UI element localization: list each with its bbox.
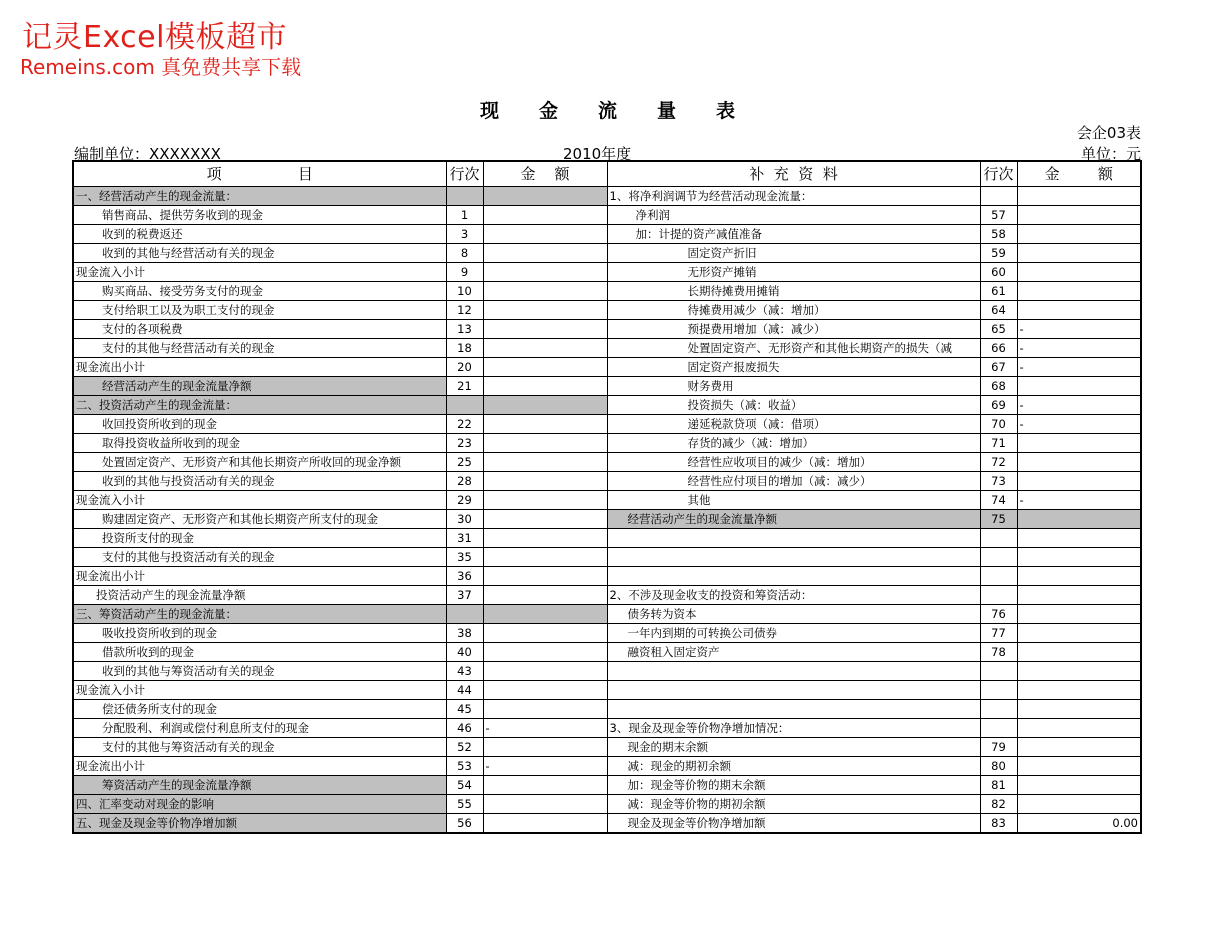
right-item: 加：计提的资产减值准备	[607, 225, 980, 244]
left-amount: -	[483, 719, 607, 738]
table-row	[73, 795, 1141, 814]
left-item: 二、投资活动产生的现金流量：	[73, 396, 446, 415]
table-row	[73, 491, 1141, 510]
right-amount	[1017, 700, 1141, 719]
right-amount: -	[1017, 491, 1141, 510]
right-item: 2、不涉及现金收支的投资和筹资活动：	[607, 586, 980, 605]
left-line-no	[446, 187, 483, 206]
right-amount	[1017, 719, 1141, 738]
table-row	[73, 738, 1141, 757]
right-line-no: 82	[980, 795, 1017, 814]
left-amount	[483, 225, 607, 244]
left-amount	[483, 681, 607, 700]
right-amount	[1017, 795, 1141, 814]
right-amount	[1017, 776, 1141, 795]
left-item: 支付给职工以及为职工支付的现金	[73, 301, 446, 320]
right-item: 固定资产报废损失	[607, 358, 980, 377]
table-row	[73, 586, 1141, 605]
left-amount	[483, 491, 607, 510]
left-amount	[483, 738, 607, 757]
right-amount: -	[1017, 415, 1141, 434]
cash-flow-table	[72, 160, 1142, 834]
left-line-no: 8	[446, 244, 483, 263]
right-amount	[1017, 662, 1141, 681]
left-line-no: 37	[446, 586, 483, 605]
left-amount	[483, 396, 607, 415]
right-line-no	[980, 529, 1017, 548]
right-amount	[1017, 301, 1141, 320]
right-amount: -	[1017, 339, 1141, 358]
left-line-no: 31	[446, 529, 483, 548]
right-item: 长期待摊费用摊销	[607, 282, 980, 301]
right-item: 其他	[607, 491, 980, 510]
right-item: 财务费用	[607, 377, 980, 396]
left-item: 经营活动产生的现金流量净额	[73, 377, 446, 396]
table-row	[73, 358, 1141, 377]
left-amount	[483, 377, 607, 396]
right-amount	[1017, 206, 1141, 225]
left-amount	[483, 586, 607, 605]
left-item: 支付的其他与经营活动有关的现金	[73, 339, 446, 358]
left-amount: -	[483, 757, 607, 776]
report-title	[0, 96, 1215, 123]
right-item: 经营活动产生的现金流量净额	[607, 510, 980, 529]
left-amount	[483, 282, 607, 301]
right-amount: -	[1017, 320, 1141, 339]
left-amount	[483, 415, 607, 434]
right-amount	[1017, 567, 1141, 586]
watermark-line1: 记灵Excel模板超市	[22, 20, 287, 55]
table-row	[73, 377, 1141, 396]
right-line-no: 57	[980, 206, 1017, 225]
table-row	[73, 510, 1141, 529]
left-line-no: 10	[446, 282, 483, 301]
right-item: 递延税款贷项（减：借项）	[607, 415, 980, 434]
left-item: 收到的其他与经营活动有关的现金	[73, 244, 446, 263]
table-row	[73, 415, 1141, 434]
left-item: 购建固定资产、无形资产和其他长期资产所支付的现金	[73, 510, 446, 529]
table-row	[73, 681, 1141, 700]
left-amount	[483, 662, 607, 681]
left-line-no	[446, 396, 483, 415]
table-row	[73, 567, 1141, 586]
org-label: 编制单位：XXXXXXX	[74, 145, 221, 163]
right-line-no	[980, 187, 1017, 206]
right-amount	[1017, 244, 1141, 263]
left-amount	[483, 244, 607, 263]
right-item: 处置固定资产、无形资产和其他长期资产的损失（减	[607, 339, 980, 358]
left-line-no	[446, 605, 483, 624]
right-item: 加：现金等价物的期末余额	[607, 776, 980, 795]
right-line-no: 79	[980, 738, 1017, 757]
left-line-no: 36	[446, 567, 483, 586]
right-item: 投资损失（减：收益）	[607, 396, 980, 415]
right-amount	[1017, 586, 1141, 605]
right-line-no: 75	[980, 510, 1017, 529]
left-line-no: 29	[446, 491, 483, 510]
table-row	[73, 244, 1141, 263]
left-item: 五、现金及现金等价物净增加额	[73, 814, 446, 834]
right-line-no	[980, 548, 1017, 567]
left-line-no: 54	[446, 776, 483, 795]
left-amount	[483, 320, 607, 339]
left-amount	[483, 301, 607, 320]
right-line-no: 69	[980, 396, 1017, 415]
header-item: 项 目	[73, 161, 446, 187]
table-row	[73, 757, 1141, 776]
right-amount	[1017, 377, 1141, 396]
table-row	[73, 605, 1141, 624]
table-row	[73, 529, 1141, 548]
left-line-no: 35	[446, 548, 483, 567]
left-item: 收到的税费返还	[73, 225, 446, 244]
right-amount	[1017, 624, 1141, 643]
right-amount	[1017, 757, 1141, 776]
left-item: 购买商品、接受劳务支付的现金	[73, 282, 446, 301]
left-amount	[483, 814, 607, 834]
right-line-no	[980, 662, 1017, 681]
table-row	[73, 662, 1141, 681]
left-line-no: 25	[446, 453, 483, 472]
left-amount	[483, 643, 607, 662]
header-line2: 行次	[980, 161, 1017, 187]
left-amount	[483, 472, 607, 491]
left-item: 现金流出小计	[73, 358, 446, 377]
right-line-no: 70	[980, 415, 1017, 434]
right-line-no	[980, 700, 1017, 719]
right-amount	[1017, 225, 1141, 244]
table-row	[73, 282, 1141, 301]
right-item: 债务转为资本	[607, 605, 980, 624]
table-row	[73, 719, 1141, 738]
table-row	[73, 643, 1141, 662]
title-char: 表	[716, 100, 736, 122]
left-item: 现金流入小计	[73, 681, 446, 700]
table-row	[73, 434, 1141, 453]
right-item: 现金的期末余额	[607, 738, 980, 757]
right-line-no: 65	[980, 320, 1017, 339]
right-amount	[1017, 263, 1141, 282]
right-item: 净利润	[607, 206, 980, 225]
table-row	[73, 453, 1141, 472]
right-line-no: 73	[980, 472, 1017, 491]
left-line-no: 20	[446, 358, 483, 377]
left-item: 筹资活动产生的现金流量净额	[73, 776, 446, 795]
right-item: 待摊费用减少（减：增加）	[607, 301, 980, 320]
right-item	[607, 662, 980, 681]
right-amount	[1017, 529, 1141, 548]
right-line-no: 59	[980, 244, 1017, 263]
left-amount	[483, 206, 607, 225]
right-amount	[1017, 453, 1141, 472]
right-amount	[1017, 472, 1141, 491]
right-line-no: 81	[980, 776, 1017, 795]
left-amount	[483, 453, 607, 472]
right-item: 固定资产折旧	[607, 244, 980, 263]
table-row	[73, 206, 1141, 225]
right-amount	[1017, 681, 1141, 700]
right-line-no: 77	[980, 624, 1017, 643]
left-amount	[483, 548, 607, 567]
right-line-no: 61	[980, 282, 1017, 301]
table-row	[73, 776, 1141, 795]
table-row	[73, 301, 1141, 320]
left-line-no: 55	[446, 795, 483, 814]
right-item: 减：现金等价物的期初余额	[607, 795, 980, 814]
title-char: 流	[597, 100, 617, 122]
header-amount2: 金 额	[1017, 161, 1141, 187]
table-row	[73, 814, 1141, 834]
right-line-no: 60	[980, 263, 1017, 282]
right-item	[607, 548, 980, 567]
left-item: 分配股利、利润或偿付利息所支付的现金	[73, 719, 446, 738]
left-line-no: 53	[446, 757, 483, 776]
left-item: 收到的其他与投资活动有关的现金	[73, 472, 446, 491]
left-item: 支付的其他与筹资活动有关的现金	[73, 738, 446, 757]
left-line-no: 38	[446, 624, 483, 643]
right-line-no	[980, 567, 1017, 586]
right-item: 现金及现金等价物净增加额	[607, 814, 980, 834]
right-line-no: 67	[980, 358, 1017, 377]
title-char: 现	[479, 100, 499, 122]
left-line-no: 46	[446, 719, 483, 738]
table-row	[73, 225, 1141, 244]
left-amount	[483, 700, 607, 719]
left-item: 投资活动产生的现金流量净额	[73, 586, 446, 605]
right-item: 1、将净利润调节为经营活动现金流量：	[607, 187, 980, 206]
left-item: 四、汇率变动对现金的影响	[73, 795, 446, 814]
left-line-no: 23	[446, 434, 483, 453]
right-amount	[1017, 605, 1141, 624]
right-line-no: 64	[980, 301, 1017, 320]
left-item: 吸收投资所收到的现金	[73, 624, 446, 643]
right-line-no: 76	[980, 605, 1017, 624]
right-amount: -	[1017, 396, 1141, 415]
currency-unit: 单位：元	[1080, 145, 1141, 163]
left-amount	[483, 263, 607, 282]
left-amount	[483, 624, 607, 643]
left-amount	[483, 434, 607, 453]
right-item: 经营性应收项目的减少（减：增加）	[607, 453, 980, 472]
right-amount	[1017, 738, 1141, 757]
left-item: 现金流入小计	[73, 263, 446, 282]
right-item: 经营性应付项目的增加（减：减少）	[607, 472, 980, 491]
right-line-no: 58	[980, 225, 1017, 244]
left-line-no: 1	[446, 206, 483, 225]
left-item: 现金流出小计	[73, 757, 446, 776]
header-line: 行次	[446, 161, 483, 187]
right-item	[607, 529, 980, 548]
left-amount	[483, 358, 607, 377]
right-item	[607, 700, 980, 719]
left-item: 现金流入小计	[73, 491, 446, 510]
left-line-no: 56	[446, 814, 483, 834]
left-line-no: 21	[446, 377, 483, 396]
right-item: 减：现金的期初余额	[607, 757, 980, 776]
right-amount	[1017, 434, 1141, 453]
left-amount	[483, 187, 607, 206]
table-row	[73, 472, 1141, 491]
left-line-no: 45	[446, 700, 483, 719]
right-amount: -	[1017, 358, 1141, 377]
title-char: 金	[538, 100, 558, 122]
left-item: 一、经营活动产生的现金流量：	[73, 187, 446, 206]
left-item: 取得投资收益所收到的现金	[73, 434, 446, 453]
left-line-no: 44	[446, 681, 483, 700]
right-item: 无形资产摊销	[607, 263, 980, 282]
left-line-no: 40	[446, 643, 483, 662]
left-line-no: 18	[446, 339, 483, 358]
right-line-no: 83	[980, 814, 1017, 834]
right-amount	[1017, 510, 1141, 529]
right-line-no: 68	[980, 377, 1017, 396]
table-row	[73, 187, 1141, 206]
left-line-no: 9	[446, 263, 483, 282]
right-item	[607, 567, 980, 586]
right-item: 预提费用增加（减：减少）	[607, 320, 980, 339]
left-amount	[483, 529, 607, 548]
right-line-no: 72	[980, 453, 1017, 472]
table-row	[73, 396, 1141, 415]
right-amount	[1017, 187, 1141, 206]
left-item: 借款所收到的现金	[73, 643, 446, 662]
left-item: 销售商品、提供劳务收到的现金	[73, 206, 446, 225]
header-amount: 金 额	[483, 161, 607, 187]
left-item: 收回投资所收到的现金	[73, 415, 446, 434]
left-item: 偿还债务所支付的现金	[73, 700, 446, 719]
left-line-no: 52	[446, 738, 483, 757]
table-row	[73, 263, 1141, 282]
left-item: 支付的其他与投资活动有关的现金	[73, 548, 446, 567]
right-amount	[1017, 643, 1141, 662]
report-year: 2010年度	[563, 145, 632, 163]
table-header-row	[73, 161, 1141, 187]
table-row	[73, 320, 1141, 339]
left-item: 现金流出小计	[73, 567, 446, 586]
right-line-no	[980, 586, 1017, 605]
table-row	[73, 700, 1141, 719]
left-line-no: 30	[446, 510, 483, 529]
left-item: 投资所支付的现金	[73, 529, 446, 548]
left-item: 收到的其他与筹资活动有关的现金	[73, 662, 446, 681]
right-line-no	[980, 719, 1017, 738]
title-char: 量	[657, 100, 677, 122]
left-item: 处置固定资产、无形资产和其他长期资产所收回的现金净额	[73, 453, 446, 472]
left-amount	[483, 605, 607, 624]
left-line-no: 12	[446, 301, 483, 320]
right-item: 存货的减少（减：增加）	[607, 434, 980, 453]
table-row	[73, 624, 1141, 643]
left-line-no: 22	[446, 415, 483, 434]
watermark-line2: Remeins.com 真免费共享下载	[20, 55, 302, 79]
right-line-no: 71	[980, 434, 1017, 453]
table-row	[73, 339, 1141, 358]
right-line-no: 74	[980, 491, 1017, 510]
header-supplement: 补 充 资 料	[607, 161, 980, 187]
right-amount	[1017, 548, 1141, 567]
left-item: 支付的各项税费	[73, 320, 446, 339]
table-row	[73, 548, 1141, 567]
left-amount	[483, 510, 607, 529]
right-item	[607, 681, 980, 700]
right-line-no: 78	[980, 643, 1017, 662]
left-line-no: 28	[446, 472, 483, 491]
form-number: 会企03表	[1076, 124, 1141, 142]
right-item: 3、现金及现金等价物净增加情况：	[607, 719, 980, 738]
right-line-no: 80	[980, 757, 1017, 776]
left-line-no: 3	[446, 225, 483, 244]
right-amount	[1017, 282, 1141, 301]
left-line-no: 43	[446, 662, 483, 681]
left-amount	[483, 776, 607, 795]
left-item: 三、筹资活动产生的现金流量：	[73, 605, 446, 624]
right-line-no: 66	[980, 339, 1017, 358]
left-line-no: 13	[446, 320, 483, 339]
right-item: 一年内到期的可转换公司债券	[607, 624, 980, 643]
right-item: 融资租入固定资产	[607, 643, 980, 662]
left-amount	[483, 339, 607, 358]
right-line-no	[980, 681, 1017, 700]
right-amount: 0.00	[1017, 814, 1141, 834]
left-amount	[483, 567, 607, 586]
left-amount	[483, 795, 607, 814]
